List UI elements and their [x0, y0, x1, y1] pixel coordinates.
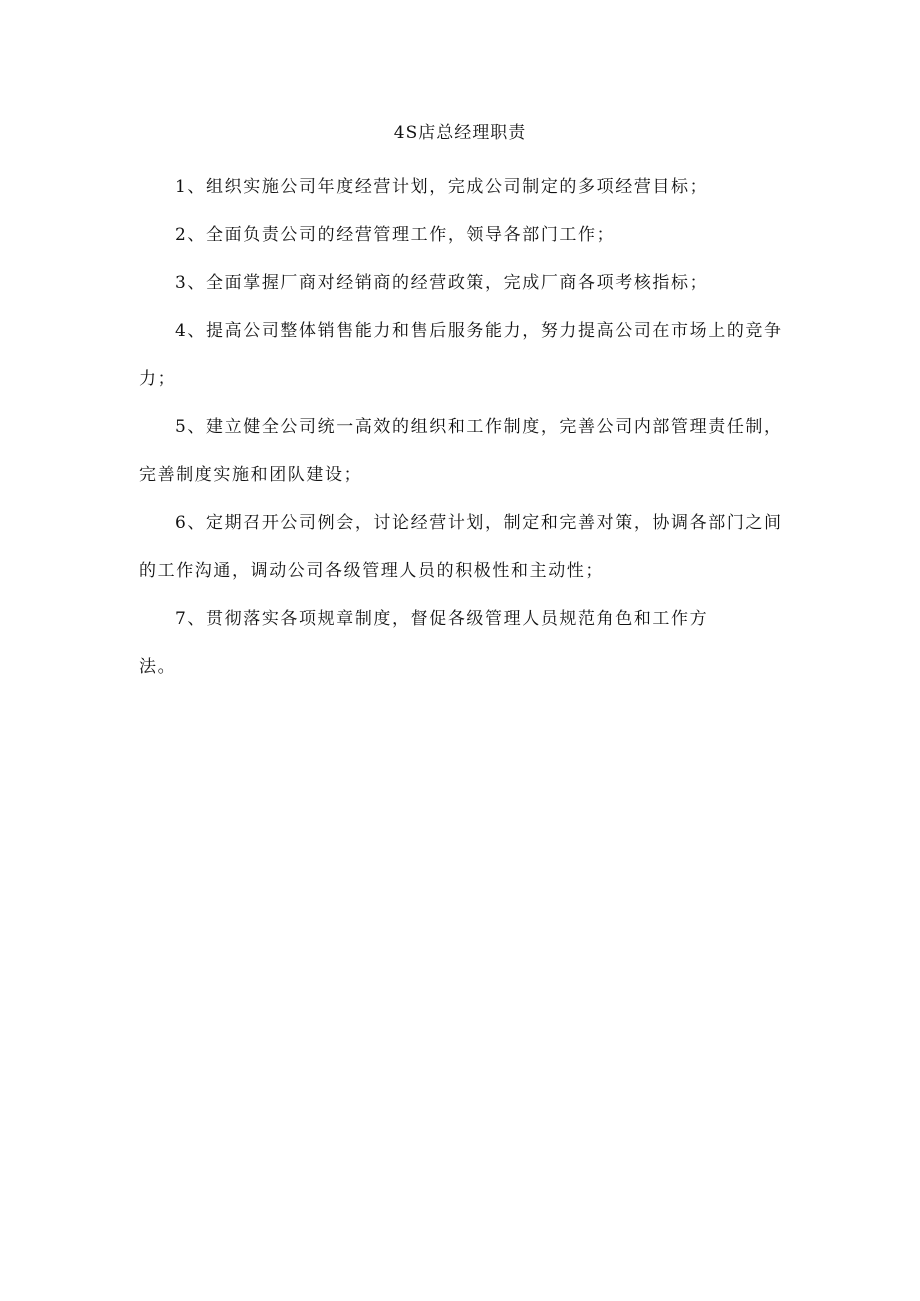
paragraph-5: 5、建立健全公司统一高效的组织和工作制度，完善公司内部管理责任制，完善制度实施和团队建设；: [139, 417, 783, 485]
paragraph-1: 1、组织实施公司年度经营计划，完成公司制定的多项经营目标；: [175, 177, 709, 197]
paragraph-3: 3、全面掌握厂商对经销商的经营政策，完成厂商各项考核指标；: [175, 273, 709, 293]
paragraph-4: 4、提高公司整体销售能力和售后服务能力，努力提高公司在市场上的竞争力；: [139, 321, 783, 389]
document-body: [139, 163, 783, 691]
paragraph-7: 7、贯彻落实各项规章制度，督促各级管理人员规范角色和工作方法。: [139, 609, 709, 677]
document-title: 4S店总经理职责: [393, 123, 527, 143]
paragraph-2: 2、全面负责公司的经营管理工作，领导各部门工作；: [175, 225, 616, 245]
paragraph-6: 6、定期召开公司例会，讨论经营计划，制定和完善对策，协调各部门之间的工作沟通，调动公司各级管理人员的积极性和主动性；: [139, 513, 783, 581]
